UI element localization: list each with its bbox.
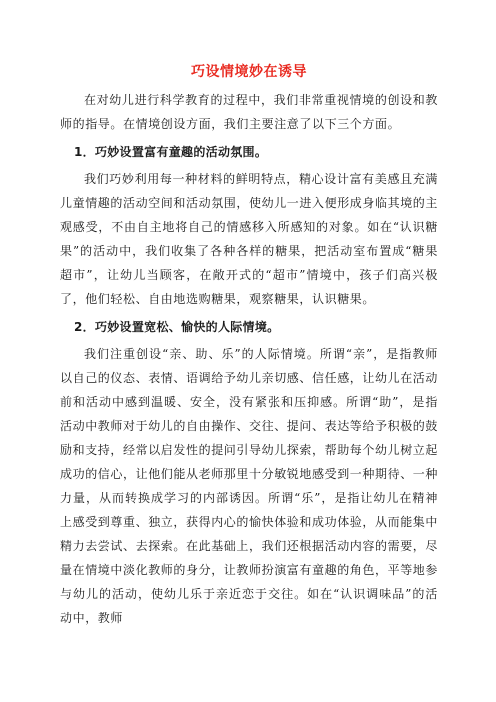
section-2-paragraph: 我们注重创设“亲、助、乐”的人际情境。所谓“亲”，是指教师以自己的仪态、表情、语调给予幼儿亲切感、信任感，让幼儿在活动前和活动中感到温暖、安全，没有紧张和压抑感。所谓“助”，是指活动中教师对于幼儿的自由操作、交往、提问、表达等给予积极的鼓励和支持，经常以启发性的提问引导幼儿探索，帮助每个幼儿树立起成功的信心，让他们能从老师那里十分敏锐地感受到一种期待、一种力量，从而转换成学习的内部诱因。所谓“乐”，是指让幼儿在精神上感受到尊重、独立，获得内心的愉快体验和成功体验，从而能集中精力去尝试、去探索。在此基础上，我们还根据活动内容的需要，尽量在情境中淡化教师的身分，让教师扮演富有童趣的角色，平等地参与幼儿的活动，使幼儿乐于亲近恋于交往。如在“认识调味品”的活动中，教师: [60, 347, 439, 625]
section-2-heading: 2．巧妙设置宽松、愉快的人际情境。: [74, 320, 280, 334]
section-1-paragraph: 我们巧妙利用每一种材料的鲜明特点，精心设计富有美感且充满儿童情趣的活动空间和活动氛围，使幼儿一进入便形成身临其境的主观感受，不由自主地将自己的情感移入所感知的对象。如在“认识糖果”的活动中，我们收集了各种各样的糖果，把活动室布置成“糖果超市”，让幼儿当顾客，在敞开式的“超市”情境中，孩子们高兴极了，他们轻松、自由地选购糖果，观察糖果，认识糖果。: [60, 172, 439, 306]
document-title: 巧设情境妙在诱导: [191, 64, 307, 80]
intro-paragraph: 在对幼儿进行科学教育的过程中，我们非常重视情境的创设和教师的指导。在情境创设方面，我们主要注意了以下三个方面。: [60, 93, 438, 131]
section-1-heading: 1．巧妙设置富有童趣的活动氛围。: [74, 145, 268, 159]
document-page: [60, 60, 438, 630]
